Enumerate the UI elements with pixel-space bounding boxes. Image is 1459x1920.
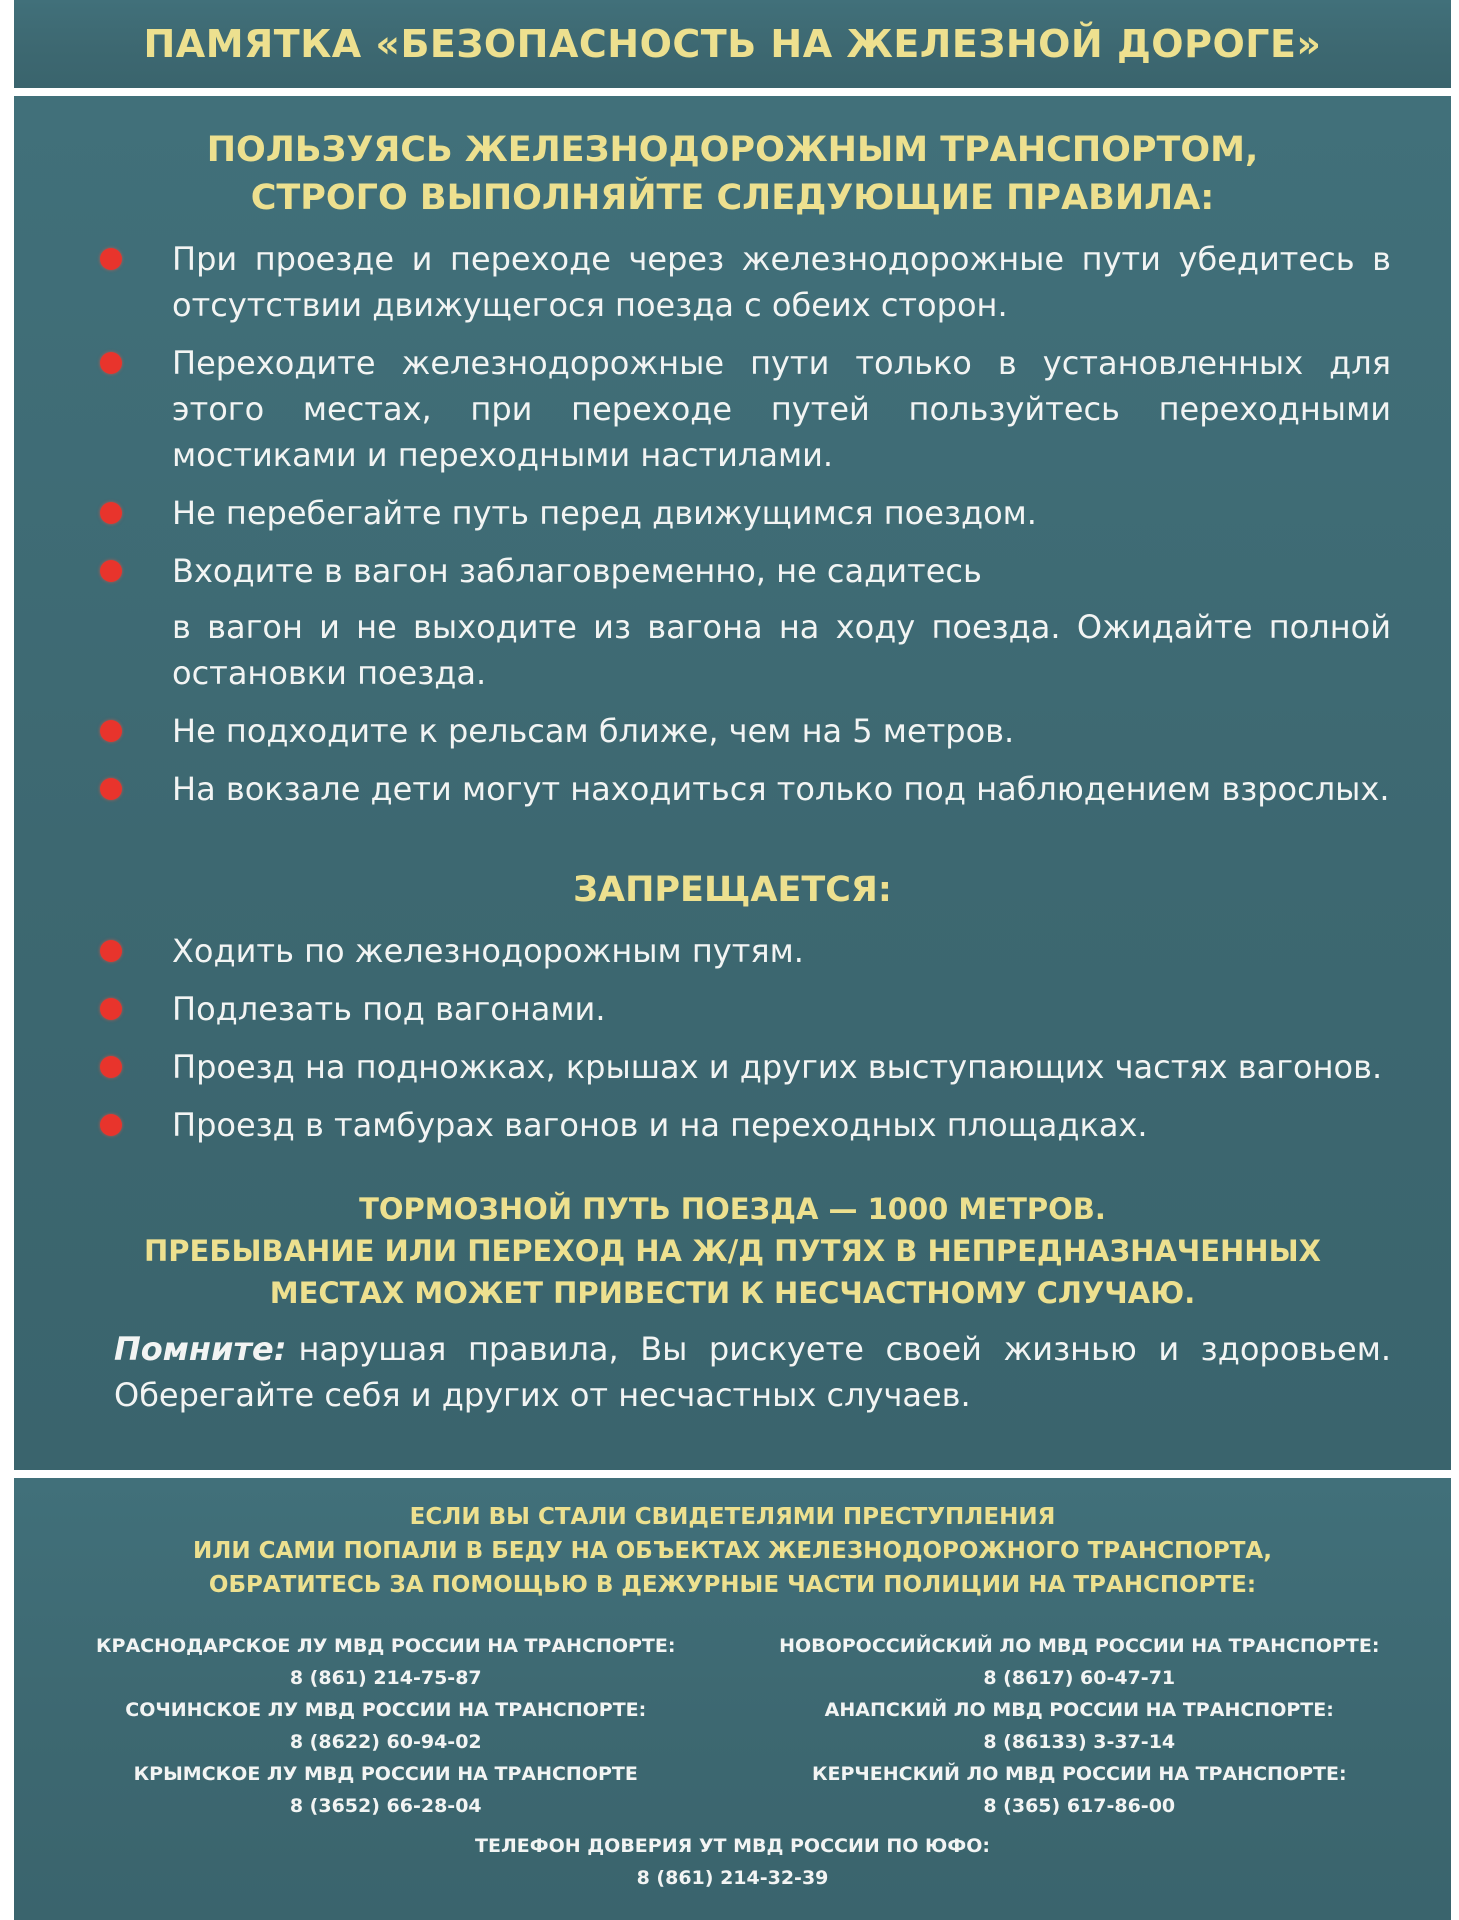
red-bullet-icon [100, 248, 122, 270]
main-band [14, 96, 1451, 1470]
rules-list [14, 236, 1451, 824]
list-item [14, 236, 1451, 328]
contact-name: НОВОРОССИЙСКИЙ ЛО МВД РОССИИ НА ТРАНСПОРТЕ: [779, 1635, 1380, 1657]
contact-phone: 8 (86133) 3-37-14 [983, 1731, 1176, 1753]
red-bullet-icon [100, 778, 122, 800]
contact-phone: 8 (8617) 60-47-71 [983, 1667, 1176, 1689]
rule-text: Не подходите к рельсам ближе, чем на 5 метров. [172, 712, 1015, 750]
header-band [14, 0, 1451, 88]
contact-name: КРАСНОДАРСКОЕ ЛУ МВД РОССИИ НА ТРАНСПОРТЕ: [96, 1635, 676, 1657]
contacts-heading-line-2: ИЛИ САМИ ПОПАЛИ В БЕДУ НА ОБЪЕКТАХ ЖЕЛЕЗНОДОРОЖНОГО ТРАНСПОРТА, [193, 1538, 1272, 1564]
contact-sochi [54, 1694, 718, 1758]
rules-heading-line-2: СТРОГО ВЫПОЛНЯЙТЕ СЛЕДУЮЩИЕ ПРАВИЛА: [250, 178, 1215, 218]
trust-line [14, 1830, 1451, 1894]
contacts-band [14, 1478, 1451, 1920]
red-bullet-icon [100, 1114, 122, 1136]
contact-novorossiysk [748, 1630, 1412, 1694]
contact-anapa [748, 1694, 1412, 1758]
red-bullet-icon [100, 940, 122, 962]
contact-name: АНАПСКИЙ ЛО МВД РОССИИ НА ТРАНСПОРТЕ: [824, 1699, 1334, 1721]
red-bullet-icon [100, 1056, 122, 1078]
forbidden-list [14, 928, 1451, 1160]
poster-title: ПАМЯТКА «БЕЗОПАСНОСТЬ НА ЖЕЛЕЗНОЙ ДОРОГЕ» [143, 22, 1322, 66]
contact-crimea [54, 1758, 718, 1822]
contact-name: СОЧИНСКОЕ ЛУ МВД РОССИИ НА ТРАНСПОРТЕ: [125, 1699, 647, 1721]
forbidden-text: Проезд в тамбурах вагонов и на переходных площадках. [172, 1106, 1148, 1144]
red-bullet-icon [100, 720, 122, 742]
contacts-heading-line-3: ОБРАТИТЕСЬ ЗА ПОМОЩЬЮ В ДЕЖУРНЫЕ ЧАСТИ ПОЛИЦИИ НА ТРАНСПОРТЕ: [208, 1572, 1257, 1598]
red-bullet-icon [100, 560, 122, 582]
rule-text: Не перебегайте путь перед движущимся поездом. [172, 494, 1037, 532]
red-bullet-icon [100, 352, 122, 374]
trust-line-phone: 8 (861) 214-32-39 [636, 1867, 829, 1889]
list-item [14, 1044, 1451, 1090]
list-item [14, 490, 1451, 536]
forbidden-text: Подлезать под вагонами. [172, 990, 606, 1028]
remember-text: нарушая правила, Вы рискуете своей жизнью и здоровьем. Оберегайте себя и других от несчастных случаев. [114, 1330, 1391, 1414]
contacts-heading [14, 1500, 1451, 1602]
remember-label: Помните: [114, 1330, 287, 1368]
rule-text: Переходите железнодорожные пути только в установленных для этого местах, при переходе путей пользуйтесь переходными мостиками и переходными настилами. [172, 344, 1391, 474]
contact-kerch [748, 1758, 1412, 1822]
list-item [14, 708, 1451, 754]
rule-text: При проезде и переходе через железнодорожные пути убедитесь в отсутствии движущегося поезда с обеих сторон. [172, 240, 1391, 324]
list-item [14, 766, 1451, 812]
rule-text: Входите в вагон заблаговременно, не садитесь [172, 552, 982, 590]
trust-line-label: ТЕЛЕФОН ДОВЕРИЯ УТ МВД РОССИИ ПО ЮФО: [475, 1835, 990, 1857]
list-item [14, 986, 1451, 1032]
rule-text: На вокзале дети могут находиться только под наблюдением взрослых. [172, 770, 1390, 808]
forbidden-heading-text: ЗАПРЕЩАЕТСЯ: [573, 870, 892, 910]
contact-phone: 8 (3652) 66-28-04 [289, 1795, 482, 1817]
safety-poster [14, 0, 1451, 1920]
red-bullet-icon [100, 502, 122, 524]
contact-name: КРЫМСКОЕ ЛУ МВД РОССИИ НА ТРАНСПОРТЕ [133, 1763, 638, 1785]
warning-line-1: ТОРМОЗНОЙ ПУТЬ ПОЕЗДА — 1000 МЕТРОВ. [359, 1192, 1106, 1226]
contacts-heading-line-1: ЕСЛИ ВЫ СТАЛИ СВИДЕТЕЛЯМИ ПРЕСТУПЛЕНИЯ [409, 1504, 1056, 1530]
contacts-grid [54, 1630, 1411, 1822]
list-item [14, 548, 1451, 696]
contact-name: КЕРЧЕНСКИЙ ЛО МВД РОССИИ НА ТРАНСПОРТЕ: [811, 1763, 1347, 1785]
contact-phone: 8 (8622) 60-94-02 [289, 1731, 482, 1753]
forbidden-text: Ходить по железнодорожным путям. [172, 932, 804, 970]
braking-warning [14, 1188, 1451, 1314]
list-item [14, 928, 1451, 974]
red-bullet-icon [100, 998, 122, 1020]
contact-phone: 8 (365) 617-86-00 [983, 1795, 1176, 1817]
rules-heading [14, 126, 1451, 222]
contact-krasnodar [54, 1630, 718, 1694]
list-item [14, 1102, 1451, 1148]
remember-note [114, 1326, 1391, 1418]
forbidden-heading [14, 866, 1451, 914]
contact-phone: 8 (861) 214-75-87 [289, 1667, 482, 1689]
forbidden-text: Проезд на подножках, крышах и других выступающих частях вагонов. [172, 1048, 1383, 1086]
list-item [14, 340, 1451, 478]
rules-heading-line-1: ПОЛЬЗУЯСЬ ЖЕЛЕЗНОДОРОЖНЫМ ТРАНСПОРТОМ, [206, 130, 1259, 170]
warning-line-3: МЕСТАХ МОЖЕТ ПРИВЕСТИ К НЕСЧАСТНОМУ СЛУЧАЮ. [269, 1276, 1196, 1310]
rule-text-continued: в вагон и не выходите из вагона на ходу поезда. Ожидайте полной остановки поезда. [172, 608, 1391, 692]
warning-line-2: ПРЕБЫВАНИЕ ИЛИ ПЕРЕХОД НА Ж/Д ПУТЯХ В НЕПРЕДНАЗНАЧЕННЫХ [144, 1234, 1321, 1268]
